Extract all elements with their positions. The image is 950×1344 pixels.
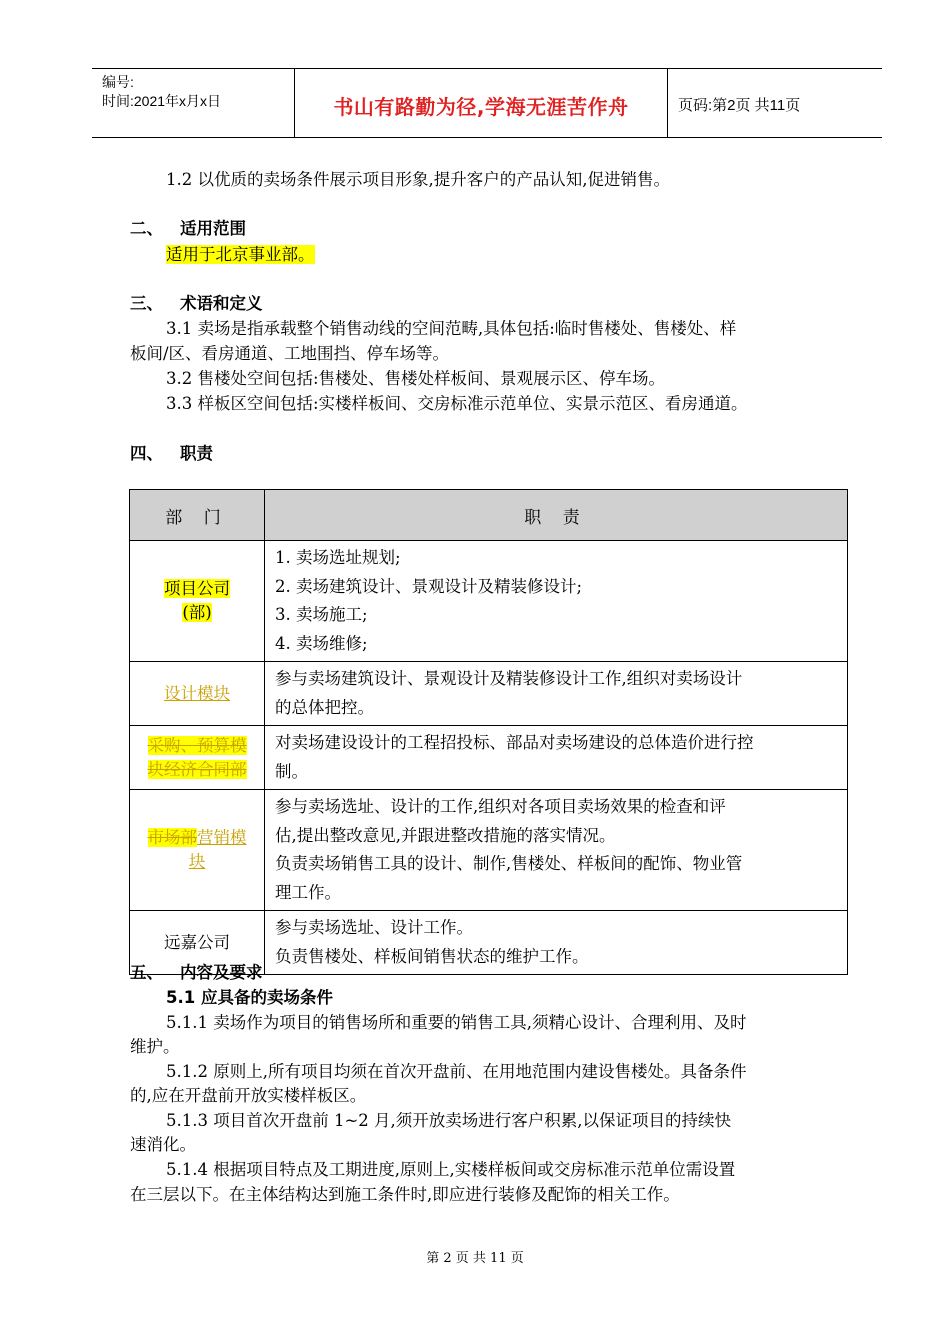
department-name: 营销模 xyxy=(197,828,247,847)
duty-line: 参与卖场选址、设计工作。 xyxy=(275,918,473,937)
duty-cell xyxy=(265,662,848,726)
department-name: 远嘉公司 xyxy=(164,932,230,952)
department-cell xyxy=(130,726,265,790)
section-heading-4 xyxy=(130,442,213,466)
duty-line: 负责卖场销售工具的设计、制作,售楼处、样板间的配饰、物业管 xyxy=(275,854,743,873)
clause-5-1-2-line2: 的,应在开盘前开放实楼样板区。 xyxy=(130,1086,367,1105)
column-header-department: 部 门 xyxy=(130,490,265,541)
section-number: 四、 xyxy=(130,444,163,463)
number-label: 编号: xyxy=(102,74,134,90)
clause-5-1-4-line2: 在三层以下。在主体结构达到施工条件时,即应进行装修及配饰的相关工作。 xyxy=(130,1185,680,1204)
section-title: 内容及要求 xyxy=(180,963,263,982)
section-title: 术语和定义 xyxy=(180,294,263,313)
department-cell xyxy=(130,541,265,662)
subsection-heading: 5.1 应具备的卖场条件 xyxy=(166,988,333,1007)
table-row xyxy=(130,790,848,911)
table-row xyxy=(130,726,848,790)
scope-text xyxy=(166,243,315,267)
header-motto: 书山有路勤为径,学海无涯苦作舟 xyxy=(333,95,629,119)
scope-highlight: 适用于北京事业部。 xyxy=(166,245,315,264)
duty-line: 4. 卖场维修; xyxy=(275,633,368,653)
section-title: 职责 xyxy=(180,444,213,463)
page-header xyxy=(92,68,882,138)
duty-cell xyxy=(265,790,848,911)
clause-5-1-2-line1: 5.1.2 原则上,所有项目均须在首次开盘前、在用地范围内建设售楼处。具备条件 xyxy=(166,1062,747,1081)
duty-line: 参与卖场建筑设计、景观设计及精装修设计工作,组织对卖场设计 xyxy=(275,669,743,688)
department-name: 项目公司 xyxy=(164,579,230,598)
section-number: 五、 xyxy=(130,963,163,982)
department-name: 块 xyxy=(188,852,206,871)
duty-line: 3. 卖场施工; xyxy=(275,605,368,624)
section-number: 三、 xyxy=(130,294,163,313)
duty-line: 的总体把控。 xyxy=(275,697,374,717)
duty-line: 负责售楼处、样板间销售状态的维护工作。 xyxy=(275,946,589,966)
duty-cell xyxy=(265,726,848,790)
department-name: 设计模块 xyxy=(164,683,230,703)
department-old-name: 市场部 xyxy=(147,828,197,847)
clause-5-1-1-line1: 5.1.1 卖场作为项目的销售场所和重要的销售工具,须精心设计、合理利用、及时 xyxy=(166,1013,747,1032)
clause-5-1-4-line1: 5.1.4 根据项目特点及工期进度,原则上,实楼样板间或交房标准示范单位需设置 xyxy=(166,1160,736,1179)
header-divider xyxy=(667,69,668,137)
department-name: 采购、预算模 xyxy=(147,735,247,755)
department-cell xyxy=(130,790,265,911)
clause-5-1-3-line1: 5.1.3 项目首次开盘前 1~2 月,须开放卖场进行客户积累,以保证项目的持续快 xyxy=(166,1111,732,1130)
responsibility-table xyxy=(129,489,848,975)
definition-3-2: 3.2 售楼处空间包括:售楼处、售楼处样板间、景观展示区、停车场。 xyxy=(166,369,666,388)
definition-3-1-line2: 板间/区、看房通道、工地围挡、停车场等。 xyxy=(130,344,450,363)
duty-line: 估,提出整改意见,并跟进整改措施的落实情况。 xyxy=(275,825,616,845)
column-header-duty: 职 责 xyxy=(265,490,848,541)
time-label: 时间:2021年x月x日 xyxy=(102,93,222,109)
clause-5-1-1-line2: 维护。 xyxy=(130,1037,180,1056)
duty-line: 理工作。 xyxy=(275,882,341,902)
duty-line: 制。 xyxy=(275,761,308,781)
header-page-info: 页码:第2页 共11页 xyxy=(678,97,801,114)
duty-line: 1. 卖场选址规划; xyxy=(275,548,401,567)
duty-cell xyxy=(265,541,848,662)
section-heading-5 xyxy=(130,961,263,985)
section-title: 适用范围 xyxy=(180,219,246,238)
section-heading-2 xyxy=(130,217,246,241)
duty-line: 2. 卖场建筑设计、景观设计及精装修设计; xyxy=(275,576,583,596)
header-meta xyxy=(102,73,221,111)
table-row xyxy=(130,662,848,726)
duty-line: 对卖场建设设计的工程招投标、部品对卖场建设的总体造价进行控 xyxy=(275,733,754,752)
section-heading-3 xyxy=(130,292,263,316)
intro-line: 1.2 以优质的卖场条件展示项目形象,提升客户的产品认知,促进销售。 xyxy=(166,170,670,189)
section-number: 二、 xyxy=(130,219,163,238)
department-name: (部) xyxy=(182,603,212,622)
definition-3-1-line1: 3.1 卖场是指承载整个销售动线的空间范畴,具体包括:临时售楼处、售楼处、样 xyxy=(166,319,737,338)
table-row xyxy=(130,541,848,662)
duty-line: 参与卖场选址、设计的工作,组织对各项目卖场效果的检查和评 xyxy=(275,797,726,816)
clause-5-1-3-line2: 速消化。 xyxy=(130,1135,196,1154)
definition-3-3: 3.3 样板区空间包括:实楼样板间、交房标准示范单位、实景示范区、看房通道。 xyxy=(166,394,748,413)
department-name: 块经济合同部 xyxy=(147,759,247,779)
duty-cell xyxy=(265,911,848,975)
department-cell xyxy=(130,662,265,726)
table-header-row xyxy=(130,490,848,541)
page-footer: 第 2 页 共 11 页 xyxy=(426,1251,524,1266)
